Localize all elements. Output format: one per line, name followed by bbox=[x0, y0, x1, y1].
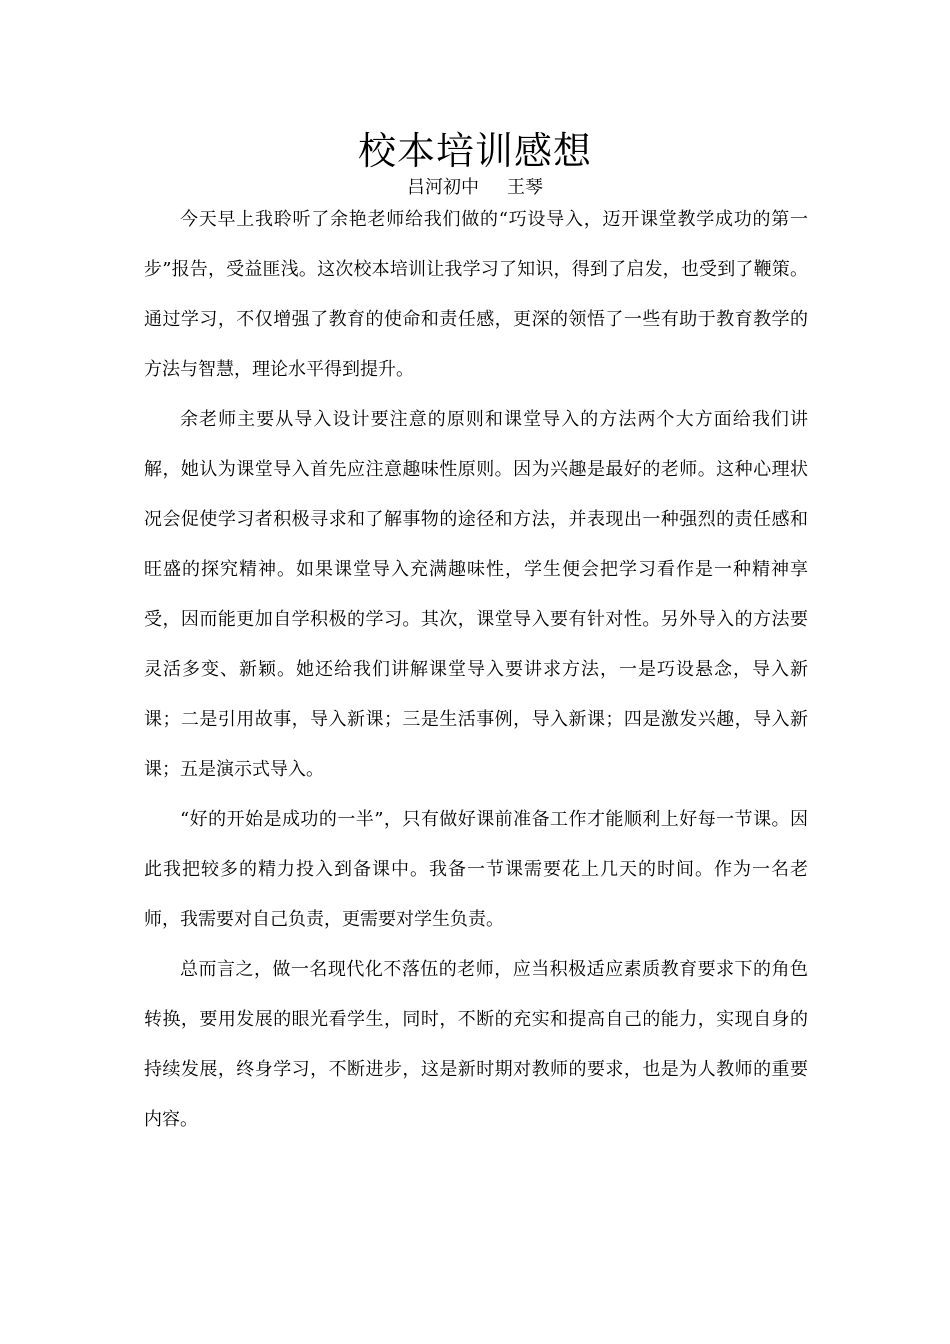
paragraph-2: 余老师主要从导入设计要注意的原则和课堂导入的方法两个大方面给我们讲解，她认为课堂导入首先应注意趣味性原则。因为兴趣是最好的老师。这种心理状况会促使学习者积极寻求和了解事物的途径和方法，并表现出一种强烈的责任感和旺盛的探究精神。如果课堂导入充满趣味性，学生便会把学习看作是一种精神享受，因而能更加自学积极的学习。其次，课堂导入要有针对性。另外导入的方法要灵活多变、新颖。她还给我们讲解课堂导入要讲求方法，一是巧设悬念，导入新课；二是引用故事，导入新课；三是生活事例，导入新课；四是激发兴趣，导入新课；五是演示式导入。 bbox=[144, 409, 808, 780]
byline-author: 王琴 bbox=[507, 177, 543, 198]
paragraph-1: 今天早上我聆听了余艳老师给我们做的“巧设导入，迈开课堂教学成功的第一步”报告，受益匪浅。这次校本培训让我学习了知识，得到了启发，也受到了鞭策。通过学习，不仅增强了教育的使命和责任感，更深的领悟了一些有助于教育教学的方法与智慧，理论水平得到提升。 bbox=[144, 209, 808, 380]
byline-school: 吕河初中 bbox=[407, 177, 479, 198]
paragraph-4: 总而言之，做一名现代化不落伍的老师，应当积极适应素质教育要求下的角色转换，要用发展的眼光看学生，同时，不断的充实和提高自己的能力，实现自身的持续发展，终身学习，不断进步，这是新时期对教师的要求，也是为人教师的重要内容。 bbox=[144, 959, 808, 1130]
document-body bbox=[144, 195, 808, 1145]
paragraph-3: “好的开始是成功的一半”，只有做好课前准备工作才能顺利上好每一节课。因此我把较多的精力投入到备课中。我备一节课需要花上几天的时间。作为一名老师，我需要对自己负责，更需要对学生负责。 bbox=[144, 809, 808, 930]
document-title: 校本培训感想 bbox=[357, 129, 592, 173]
